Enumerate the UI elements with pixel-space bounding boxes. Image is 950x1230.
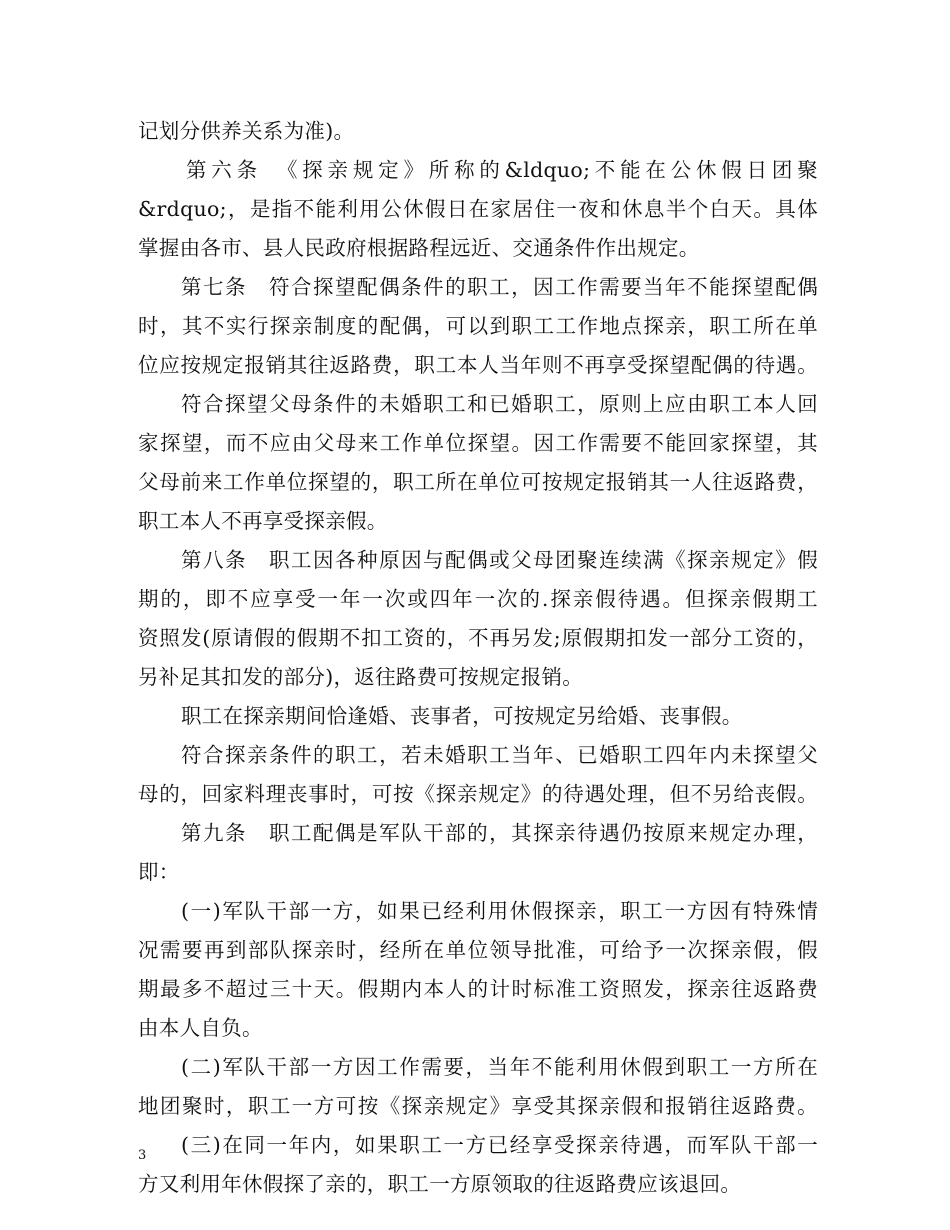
text-line: 位应按规定报销其往返路费，职工本人当年则不再享受探望配偶的待遇。 bbox=[138, 353, 818, 377]
text-line: 职工本人不再享受探亲假。 bbox=[138, 509, 388, 533]
clause-2-line: (二)军队干部一方因工作需要，当年不能利用休假到职工一方所在 bbox=[181, 1055, 818, 1079]
text-line: 期的，即不应享受一年一次或四年一次的.探亲假待遇。但探亲假期工 bbox=[138, 587, 818, 611]
article-7-heading-line: 第七条 符合探望配偶条件的职工，因工作需要当年不能探望配偶 bbox=[181, 275, 818, 299]
paragraph-start-line: 职工在探亲期间恰逢婚、丧事者，可按规定另给婚、丧事假。 bbox=[181, 704, 743, 728]
text-line: 由本人自负。 bbox=[138, 1016, 263, 1040]
text-line: 即： bbox=[138, 860, 180, 884]
paragraph-start-line: 符合探望父母条件的未婚职工和已婚职工，原则上应由职工本人回 bbox=[181, 392, 818, 416]
clause-3-line: (三)在同一年内，如果职工一方已经享受探亲待遇，而军队干部一 bbox=[181, 1133, 818, 1157]
text-line: 母的，回家料理丧事时，可按《探亲规定》的待遇处理，但不另给丧假。 bbox=[138, 782, 818, 806]
page-number: 3 bbox=[138, 1148, 147, 1163]
text-line: 父母前来工作单位探望的，职工所在单位可按规定报销其一人往返路费， bbox=[138, 470, 818, 494]
text-line: 记划分供养关系为准)。 bbox=[138, 119, 355, 143]
paragraph-start-line: 符合探亲条件的职工，若未婚职工当年、已婚职工四年内未探望父 bbox=[181, 743, 818, 767]
text-line: 况需要再到部队探亲时，经所在单位领导批准，可给予一次探亲假，假 bbox=[138, 938, 818, 962]
article-6-heading-line: 第六条 《探亲规定》所称的&ldquo;不能在公休假日团聚 bbox=[186, 158, 818, 182]
article-8-heading-line: 第八条 职工因各种原因与配偶或父母团聚连续满《探亲规定》假 bbox=[181, 548, 818, 572]
text-line: 另补足其扣发的部分)，返往路费可按规定报销。 bbox=[138, 665, 584, 689]
text-line: 掌握由各市、县人民政府根据路程远近、交通条件作出规定。 bbox=[138, 236, 700, 260]
text-line: 地团聚时，职工一方可按《探亲规定》享受其探亲假和报销往返路费。 bbox=[138, 1094, 818, 1118]
text-line: 家探望，而不应由父母来工作单位探望。因工作需要不能回家探望，其 bbox=[138, 431, 818, 455]
text-line: &rdquo;，是指不能利用公休假日在家居住一夜和休息半个白天。具体 bbox=[138, 197, 818, 221]
text-line: 方又利用年休假探了亲的，职工一方原领取的往返路费应该退回。 bbox=[138, 1172, 742, 1196]
clause-1-line: (一)军队干部一方，如果已经利用休假探亲，职工一方因有特殊情 bbox=[181, 899, 818, 923]
text-line: 时，其不实行探亲制度的配偶，可以到职工工作地点探亲，职工所在单 bbox=[138, 314, 818, 338]
text-line: 期最多不超过三十天。假期内本人的计时标准工资照发，探亲往返路费 bbox=[138, 977, 818, 1001]
text-line: 资照发(原请假的假期不扣工资的，不再另发;原假期扣发一部分工资的， bbox=[138, 626, 818, 650]
article-9-heading-line: 第九条 职工配偶是军队干部的，其探亲待遇仍按原来规定办理， bbox=[181, 821, 818, 845]
